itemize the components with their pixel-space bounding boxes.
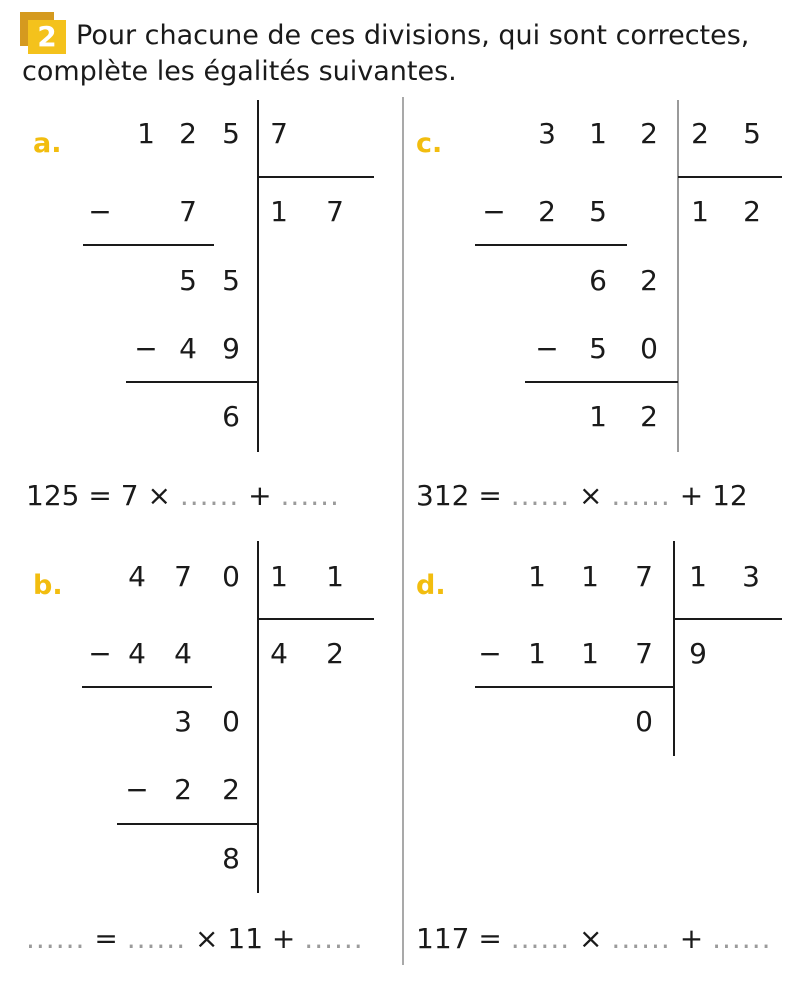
equality-a: 125 = 7 × ...... + ...... (26, 479, 340, 512)
remainder-digit: 6 (222, 400, 240, 433)
label-d: d. (416, 570, 446, 601)
digit: 7 (174, 560, 192, 593)
blank-field[interactable]: ...... (280, 479, 340, 512)
instruction-line-1: Pour chacune de ces divisions, qui sont correctes, (76, 20, 750, 51)
digit: 1 (581, 560, 599, 593)
equality-d: 117 = ...... × ...... + ...... (416, 922, 772, 955)
instruction-line-2: complète les égalités suivantes. (22, 56, 457, 87)
quotient-digit: 1 (270, 195, 288, 228)
digit: 1 (589, 117, 607, 150)
divisor-underline (258, 618, 374, 620)
blank-field[interactable]: ...... (179, 479, 240, 512)
quotient-digit: 1 (691, 195, 709, 228)
divisor-underline (678, 176, 782, 178)
blank-field[interactable]: ...... (26, 922, 86, 955)
digit: 7 (179, 195, 197, 228)
exercise-number-badge: 2 (28, 20, 66, 54)
blank-field[interactable]: ...... (126, 922, 187, 955)
divisor-digit: 3 (742, 560, 760, 593)
blank-field[interactable]: ...... (304, 922, 364, 955)
digit: 2 (640, 264, 658, 297)
equality-b: ...... = ...... × 11 + ...... (26, 922, 364, 955)
digit: 4 (128, 560, 146, 593)
subtraction-line (126, 381, 258, 383)
digit: 0 (222, 705, 240, 738)
divisor-underline (674, 618, 782, 620)
digit: 1 (528, 637, 546, 670)
digit: 5 (179, 264, 197, 297)
divisor-digit: 5 (743, 117, 761, 150)
blank-field[interactable]: ...... (712, 922, 772, 955)
subtraction-line (475, 686, 674, 688)
subtraction-line (82, 686, 212, 688)
minus-sign: − (535, 332, 559, 365)
digit: 0 (640, 332, 658, 365)
remainder-digit: 2 (640, 400, 658, 433)
blank-field[interactable]: ...... (611, 922, 671, 955)
quotient-digit: 9 (689, 637, 707, 670)
subtraction-line (117, 823, 258, 825)
remainder-digit: 0 (635, 705, 653, 738)
digit: 0 (222, 560, 240, 593)
digit: 1 (581, 637, 599, 670)
minus-sign: − (134, 332, 158, 365)
division-vertical-bar (257, 100, 259, 452)
digit: 4 (128, 637, 146, 670)
minus-sign: − (125, 773, 149, 806)
digit: 2 (179, 117, 197, 150)
label-a: a. (33, 128, 62, 159)
digit: 5 (222, 264, 240, 297)
divisor-digit: 7 (270, 117, 288, 150)
division-vertical-bar (673, 541, 675, 756)
divisor-digit: 2 (691, 117, 709, 150)
quotient-digit: 7 (326, 195, 344, 228)
subtraction-line (475, 244, 627, 246)
column-separator (402, 97, 404, 965)
minus-sign: − (88, 637, 112, 670)
digit: 2 (174, 773, 192, 806)
remainder-digit: 8 (222, 842, 240, 875)
digit: 3 (174, 705, 192, 738)
digit: 5 (222, 117, 240, 150)
digit: 2 (222, 773, 240, 806)
digit: 7 (635, 560, 653, 593)
digit: 4 (174, 637, 192, 670)
digit: 2 (538, 195, 556, 228)
digit: 9 (222, 332, 240, 365)
subtraction-line (525, 381, 678, 383)
division-vertical-bar (677, 100, 679, 452)
blank-field[interactable]: ...... (611, 479, 671, 512)
digit: 1 (528, 560, 546, 593)
divisor-underline (258, 176, 374, 178)
remainder-digit: 1 (589, 400, 607, 433)
digit: 1 (137, 117, 155, 150)
digit: 6 (589, 264, 607, 297)
divisor-digit: 1 (270, 560, 288, 593)
label-b: b. (33, 570, 63, 601)
digit: 5 (589, 332, 607, 365)
digit: 2 (640, 117, 658, 150)
division-vertical-bar (257, 541, 259, 893)
digit: 3 (538, 117, 556, 150)
divisor-digit: 1 (326, 560, 344, 593)
quotient-digit: 2 (743, 195, 761, 228)
equality-c: 312 = ...... × ...... + 12 (416, 479, 748, 512)
divisor-digit: 1 (689, 560, 707, 593)
digit: 7 (635, 637, 653, 670)
minus-sign: − (482, 195, 506, 228)
blank-field[interactable]: ...... (510, 922, 571, 955)
label-c: c. (416, 128, 443, 159)
digit: 5 (589, 195, 607, 228)
minus-sign: − (478, 637, 502, 670)
minus-sign: − (88, 195, 112, 228)
digit: 4 (179, 332, 197, 365)
blank-field[interactable]: ...... (510, 479, 571, 512)
quotient-digit: 4 (270, 637, 288, 670)
quotient-digit: 2 (326, 637, 344, 670)
subtraction-line (83, 244, 214, 246)
